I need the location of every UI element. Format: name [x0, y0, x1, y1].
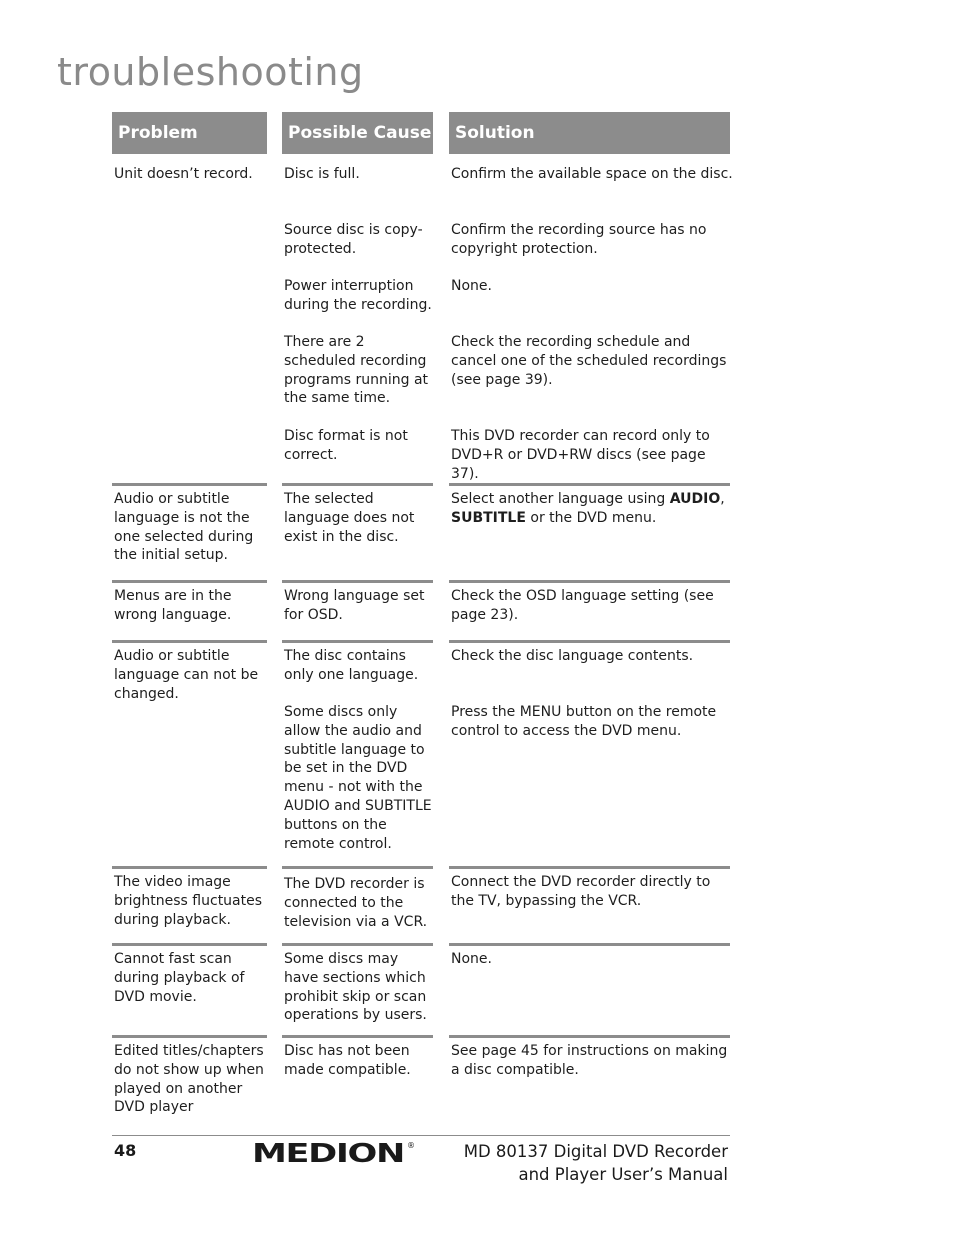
problem-cell: Menus are in the wrong language. [114, 588, 232, 623]
svg-text:MEDION: MEDION [252, 1139, 404, 1165]
manual-title [398, 1140, 728, 1186]
row-divider [112, 1035, 267, 1038]
row-divider [112, 580, 267, 583]
cause-cell: Disc is full. [284, 166, 360, 182]
medion-logo [252, 1139, 417, 1165]
svg-text:®: ® [407, 1141, 415, 1150]
problem-cell: The video image brightness fluctuates during playback. [114, 874, 263, 928]
solution-cell: Confirm the available space on the disc. [451, 166, 733, 182]
cause-cell: Some discs only allow the audio and subtitle language to be set in the DVD menu - not with the AUDIO and SUBTITLE buttons on the remote control. [284, 704, 432, 852]
solution-cell: Press the MENU button on the remote control to access the DVD menu. [451, 704, 717, 739]
cause-cell: Source disc is copy-protected. [284, 222, 423, 257]
row-divider [112, 640, 267, 643]
page-title: troubleshooting [57, 50, 364, 94]
cause-cell: Wrong language set for OSD. [284, 588, 425, 623]
cause-cell: Some discs may have sections which prohibit skip or scan operations by users. [284, 951, 427, 1024]
problem-cell: Audio or subtitle language can not be changed. [114, 648, 259, 702]
audio-keyword: AUDIO [669, 491, 721, 507]
row-divider [282, 866, 433, 869]
manual-title-line-2: and Player User’s Manual [518, 1165, 728, 1184]
solution-cell: Connect the DVD recorder directly to the TV, bypassing the VCR. [451, 874, 711, 909]
row-divider [282, 483, 433, 486]
row-divider [282, 943, 433, 946]
row-divider [449, 1035, 730, 1038]
row-divider [449, 580, 730, 583]
cause-cell: Power interruption during the recording. [284, 278, 432, 313]
problem-cell: Audio or subtitle language is not the one selected during the initial setup. [114, 491, 254, 564]
header-solution: Solution [449, 112, 730, 154]
solution-cell: Check the OSD language setting (see page 23). [451, 588, 714, 623]
cause-cell: Disc has not been made compatible. [284, 1043, 411, 1078]
problem-cell: Edited titles/chapters do not show up when played on another DVD player [114, 1043, 264, 1116]
cause-cell: The DVD recorder is connected to the television via a VCR. [284, 876, 428, 930]
solution-cell: Confirm the recording source has no copyright protection. [451, 222, 707, 257]
solution-cell: None. [451, 951, 492, 967]
row-divider [112, 483, 267, 486]
cause-cell: The selected language does not exist in the disc. [284, 491, 415, 545]
solution-cell: See page 45 for instructions on making a disc compatible. [451, 1043, 728, 1078]
row-divider [449, 866, 730, 869]
row-divider [112, 943, 267, 946]
page-number: 48 [114, 1141, 137, 1160]
row-divider [282, 640, 433, 643]
solution-cell: Check the recording schedule and cancel one of the scheduled recordings (see page 39). [451, 334, 727, 388]
footer-divider [112, 1135, 730, 1136]
solution-cell: Select another language using AUDIO, SUBTITLE or the DVD menu. [451, 491, 725, 526]
row-divider [112, 866, 267, 869]
manual-title-line-1: MD 80137 Digital DVD Recorder [463, 1142, 728, 1161]
row-divider [282, 1035, 433, 1038]
subtitle-keyword: SUBTITLE [451, 509, 526, 526]
solution-cell: None. [451, 278, 492, 294]
row-divider [449, 483, 730, 486]
problem-cell: Unit doesn’t record. [114, 166, 253, 182]
problem-cell: Cannot fast scan during playback of DVD movie. [114, 951, 245, 1005]
cause-cell: There are 2 scheduled recording programs running at the same time. [284, 334, 429, 407]
row-divider [282, 580, 433, 583]
row-divider [449, 640, 730, 643]
cause-cell: Disc format is not correct. [284, 428, 408, 463]
solution-cell: This DVD recorder can record only to DVD+R or DVD+RW discs (see page 37). [451, 428, 710, 482]
header-possible-cause: Possible Cause [282, 112, 433, 154]
row-divider [449, 943, 730, 946]
header-problem: Problem [112, 112, 267, 154]
solution-cell: Check the disc language contents. [451, 648, 694, 664]
cause-cell: The disc contains only one language. [284, 648, 419, 683]
